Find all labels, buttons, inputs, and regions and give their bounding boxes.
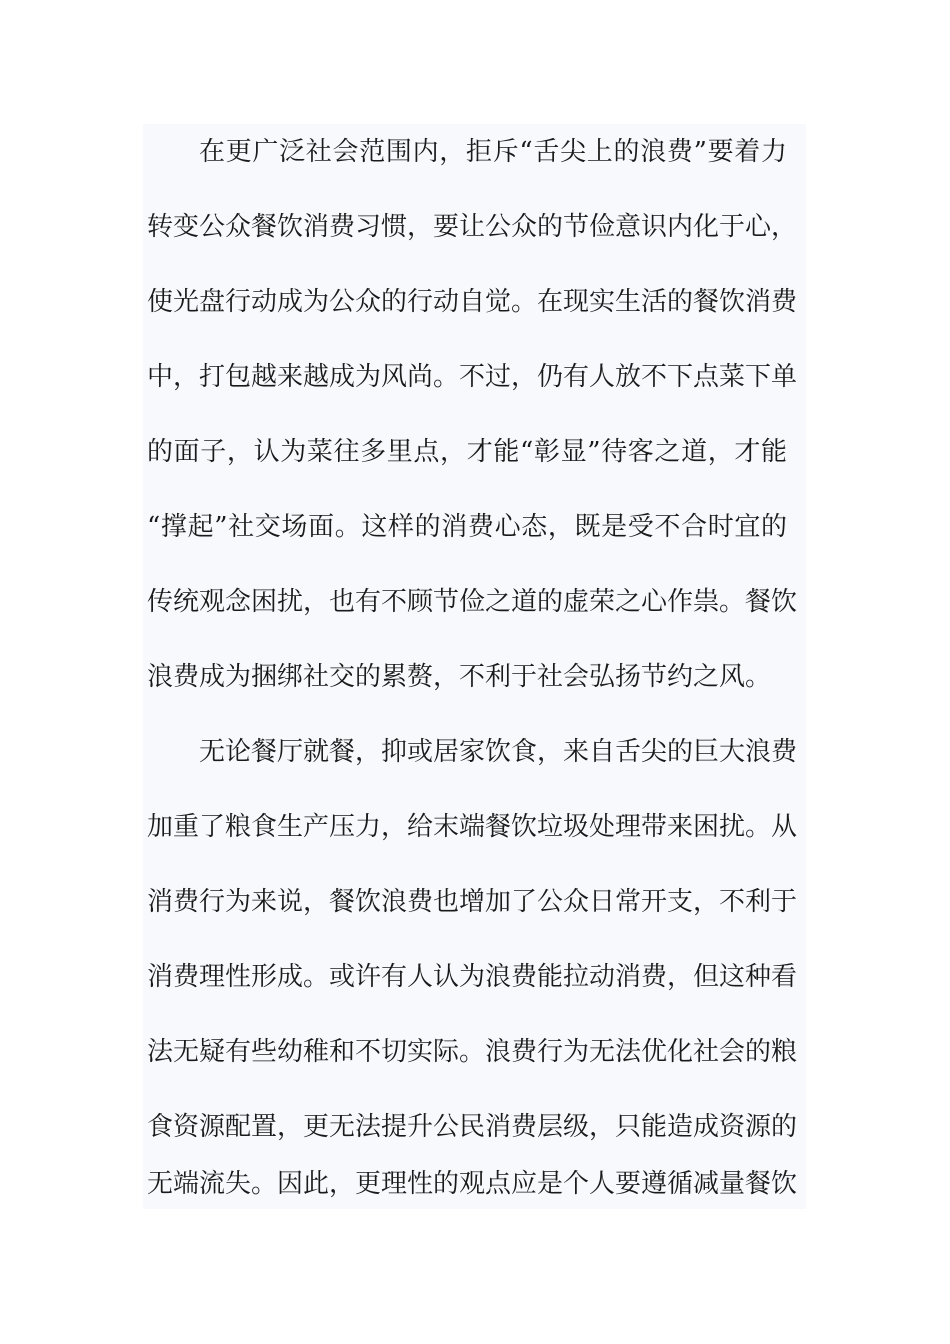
- paragraph-1-line-1: 在更广泛社会范围内，拒斥“舌尖上的浪费”要着力: [199, 137, 787, 167]
- text-block: [143, 124, 806, 1209]
- paragraph-1-line-6: “撑起”社交场面。这样的消费心态，既是受不合时宜的: [147, 512, 787, 542]
- paragraph-2-line-4: 消费理性形成。或许有人认为浪费能拉动消费，但这种看: [147, 962, 798, 992]
- paragraph-2-line-2: 加重了粮食生产压力，给末端餐饮垃圾处理带来困扰。从: [147, 812, 798, 842]
- paragraph-1-line-4: 中，打包越来越成为风尚。不过，仍有人放不下点菜下单: [147, 362, 798, 392]
- paragraph-2-line-5: 法无疑有些幼稚和不切实际。浪费行为无法优化社会的粮: [147, 1037, 798, 1067]
- paragraph-2-line-3: 消费行为来说，餐饮浪费也增加了公众日常开支，不利于: [147, 887, 798, 917]
- paragraph-1-line-2: 转变公众餐饮消费习惯，要让公众的节俭意识内化于心，: [147, 212, 798, 242]
- paragraph-1-line-5: 的面子，认为菜往多里点，才能“彰显”待客之道，才能: [147, 437, 787, 467]
- paragraph-1-line-8: 浪费成为捆绑社交的累赘，不利于社会弘扬节约之风。: [147, 662, 772, 692]
- paragraph-2-line-7: 无端流失。因此，更理性的观点应是个人要遵循减量餐饮: [147, 1169, 798, 1199]
- paragraph-1-line-3: 使光盘行动成为公众的行动自觉。在现实生活的餐饮消费: [147, 287, 798, 317]
- paragraph-2-line-6: 食资源配置，更无法提升公民消费层级，只能造成资源的: [147, 1112, 798, 1142]
- paragraph-1-line-7: 传统观念困扰，也有不顾节俭之道的虚荣之心作祟。餐饮: [147, 587, 798, 617]
- paragraph-2-line-1: 无论餐厅就餐，抑或居家饮食，来自舌尖的巨大浪费: [199, 737, 798, 767]
